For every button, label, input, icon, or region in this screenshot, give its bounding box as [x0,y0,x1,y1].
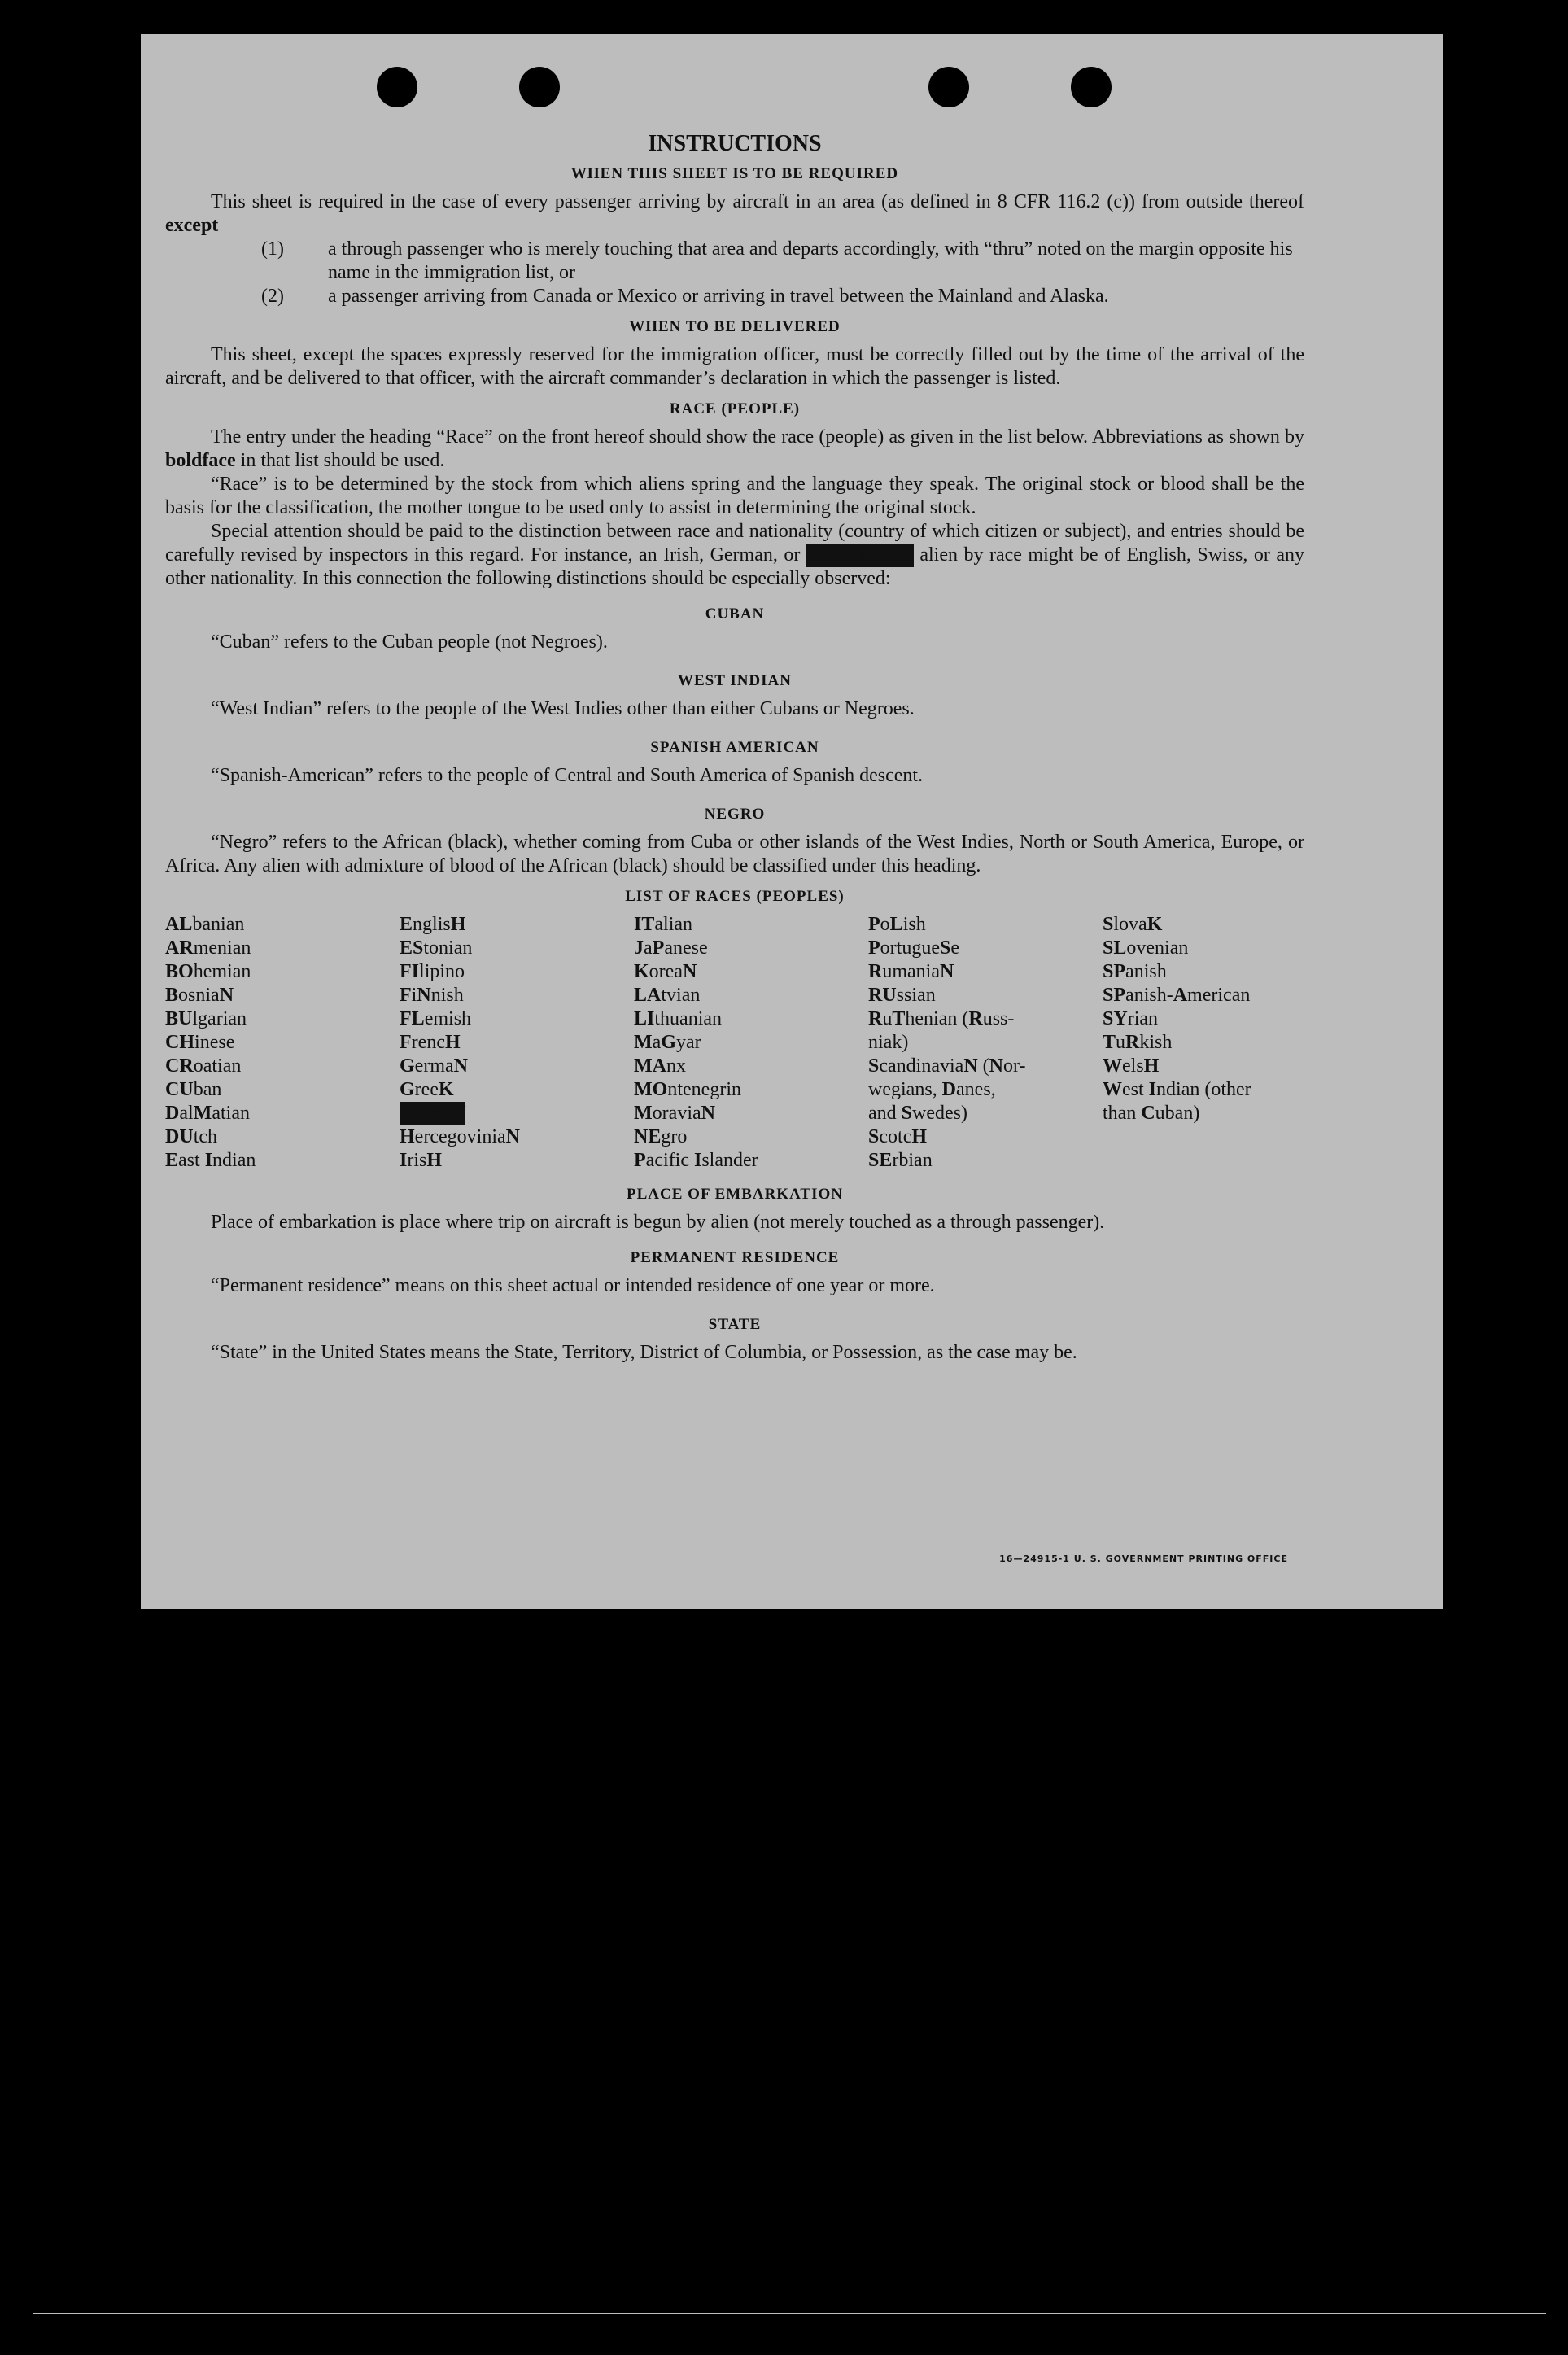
race-item: BOhemian [165,961,251,982]
race-item: HercegoviniaN [400,1126,520,1147]
race-item: PortugueSe [868,937,960,959]
race-item: RuThenian (Russ- niak) [868,1008,1015,1053]
heading-required: WHEN THIS SHEET IS TO BE REQUIRED [570,165,899,182]
race-item: FiNnish [400,985,464,1006]
instructions-content [165,132,1304,1365]
race-item: ScandinaviaN (Nor- wegians, Danes, and Swedes) [868,1055,1026,1124]
paragraph-permanent-residence: “Permanent residence” means on this sheet actual or intended residence of one year or more. [211,1275,935,1296]
heading-state: STATE [708,1316,762,1333]
race-item: PoLish [868,914,926,935]
race-item: SYrian [1103,1008,1159,1029]
paragraph-race-2: “Race” is to be determined by the stock from which aliens spring and the language they speak. The original stock or blood shall be the basis for the classification, the mother tongue to be used only to assist in determining the original stock. [165,474,1304,518]
paragraph-delivered: This sheet, except the spaces expressly reserved for the immigration officer, must be correctly filled out by the time of the arrival of the aircraft, and be delivered to that officer, with the aircraft commander’s declaration in which the passenger is listed. [165,344,1304,389]
race-item: SPanish-American [1103,985,1251,1006]
paragraph-race-3: Special attention should be paid to the distinction between race and nationality (country of which citizen or subject), and entries should be carefully revised by inspectors in this regard. For instance, an Irish, German, or Hebrew alien by race might be of English, Swiss, or any other nationality. In this connection the following distinctions should be especially observed: [165,521,1305,589]
race-item: LIthuanian [634,1008,723,1029]
heading-embarkation: PLACE OF EMBARKATION [627,1186,843,1203]
race-item: MOntenegrin [634,1079,741,1100]
heading-spanish-american: SPANISH AMERICAN [650,739,819,756]
race-item: West Indian (other than Cuban) [1103,1079,1251,1124]
heading-race: RACE (PEOPLE) [669,400,801,417]
races-column [165,913,400,1173]
race-item: FLemish [400,1008,472,1029]
list-item: (1) a through passenger who is merely touching that area and departs accordingly, with “thru” noted on the margin opposite his name in the immigration list, or [261,238,1293,283]
paragraph-race-1: The entry under the heading “Race” on the front hereof should show the race (people) as given in the list below. Abbreviations as shown by boldface in that list should be used. [165,426,1304,471]
race-item: TuRkish [1103,1032,1173,1053]
race-item: DalMatian [165,1103,250,1124]
page-title: INSTRUCTIONS [648,131,822,156]
race-item: Pacific Islander [634,1150,758,1171]
race-item: ScotcH [868,1126,928,1147]
list-item: (2) a passenger arriving from Canada or Mexico or arriving in travel between the Mainland and Alaska. [261,286,1109,307]
printing-office-code: 16—24915-1 U. S. GOVERNMENT PRINTING OFFICE [999,1553,1288,1564]
race-item: FIlipino [400,961,465,982]
races-column [1103,913,1337,1173]
race-item: RumaniaN [868,961,954,982]
race-item: BosniaN [165,985,234,1006]
heading-negro: NEGRO [704,806,766,823]
race-item: DUtch [165,1126,218,1147]
race-item: SPanish [1103,961,1167,982]
scan-edge-line [33,2313,1546,2314]
paragraph-west-indian: “West Indian” refers to the people of the West Indies other than either Cubans or Negroes. [211,698,915,719]
race-item: GermaN [400,1055,468,1077]
heading-west-indian: WEST INDIAN [678,672,792,689]
races-column [868,913,1103,1173]
race-item: HebreW [400,1103,466,1124]
race-item: East Indian [165,1150,256,1171]
race-item: MaGyar [634,1032,701,1053]
race-item: EStonian [400,937,473,959]
paragraph-required: This sheet is required in the case of every passenger arriving by aircraft in an area (as defined in 8 CFR 116.2 (c)) from outside thereof except [165,191,1304,236]
heading-cuban: CUBAN [705,605,765,623]
race-item: EnglisH [400,914,466,935]
race-item: SLovenian [1103,937,1189,959]
paragraph-embarkation: Place of embarkation is place where trip on aircraft is begun by alien (not merely touched as a through passenger). [211,1212,1105,1233]
race-item: SErbian [868,1150,933,1171]
heading-permanent-residence: PERMANENT RESIDENCE [630,1249,840,1266]
race-item: KoreaN [634,961,697,982]
race-item: ARmenian [165,937,251,959]
race-item: MAnx [634,1055,686,1077]
races-column [400,913,634,1173]
paragraph-state: “State” in the United States means the State, Territory, District of Columbia, or Possession, as the case may be. [211,1342,1077,1363]
race-item: SlovaK [1103,914,1163,935]
race-item: GreeK [400,1079,454,1100]
paragraph-cuban: “Cuban” refers to the Cuban people (not Negroes). [211,631,608,653]
document-sheet [141,34,1443,1609]
race-item: NEgro [634,1126,688,1147]
race-item: JaPanese [634,937,708,959]
punch-hole [519,67,560,107]
races-column [634,913,868,1173]
heading-list-of-races: LIST OF RACES (PEOPLES) [625,888,845,905]
punch-hole [377,67,417,107]
race-item: ITalian [634,914,693,935]
race-item: IrisH [400,1150,443,1171]
race-item: WelsH [1103,1055,1160,1077]
race-item: RUssian [868,985,936,1006]
paragraph-spanish-american: “Spanish-American” refers to the people of Central and South America of Spanish descent. [211,765,924,786]
punch-hole [928,67,969,107]
punch-hole [1071,67,1112,107]
race-item: MoraviaN [634,1103,715,1124]
heading-delivered: WHEN TO BE DELIVERED [629,318,841,335]
races-list [165,913,1304,1173]
race-item: CUban [165,1079,222,1100]
paragraph-negro: “Negro” refers to the African (black), whether coming from Cuba or other islands of the West Indies, North or South America, Europe, or Africa. Any alien with admixture of blood of the African (black) should be classified under this heading. [165,832,1304,876]
race-item: BUlgarian [165,1008,247,1029]
race-item: FrencH [400,1032,461,1053]
race-item: ALbanian [165,914,245,935]
race-item: LAtvian [634,985,701,1006]
redacted-word: Hebrew [806,544,914,567]
race-item: CHinese [165,1032,235,1053]
race-item: CRoatian [165,1055,242,1077]
